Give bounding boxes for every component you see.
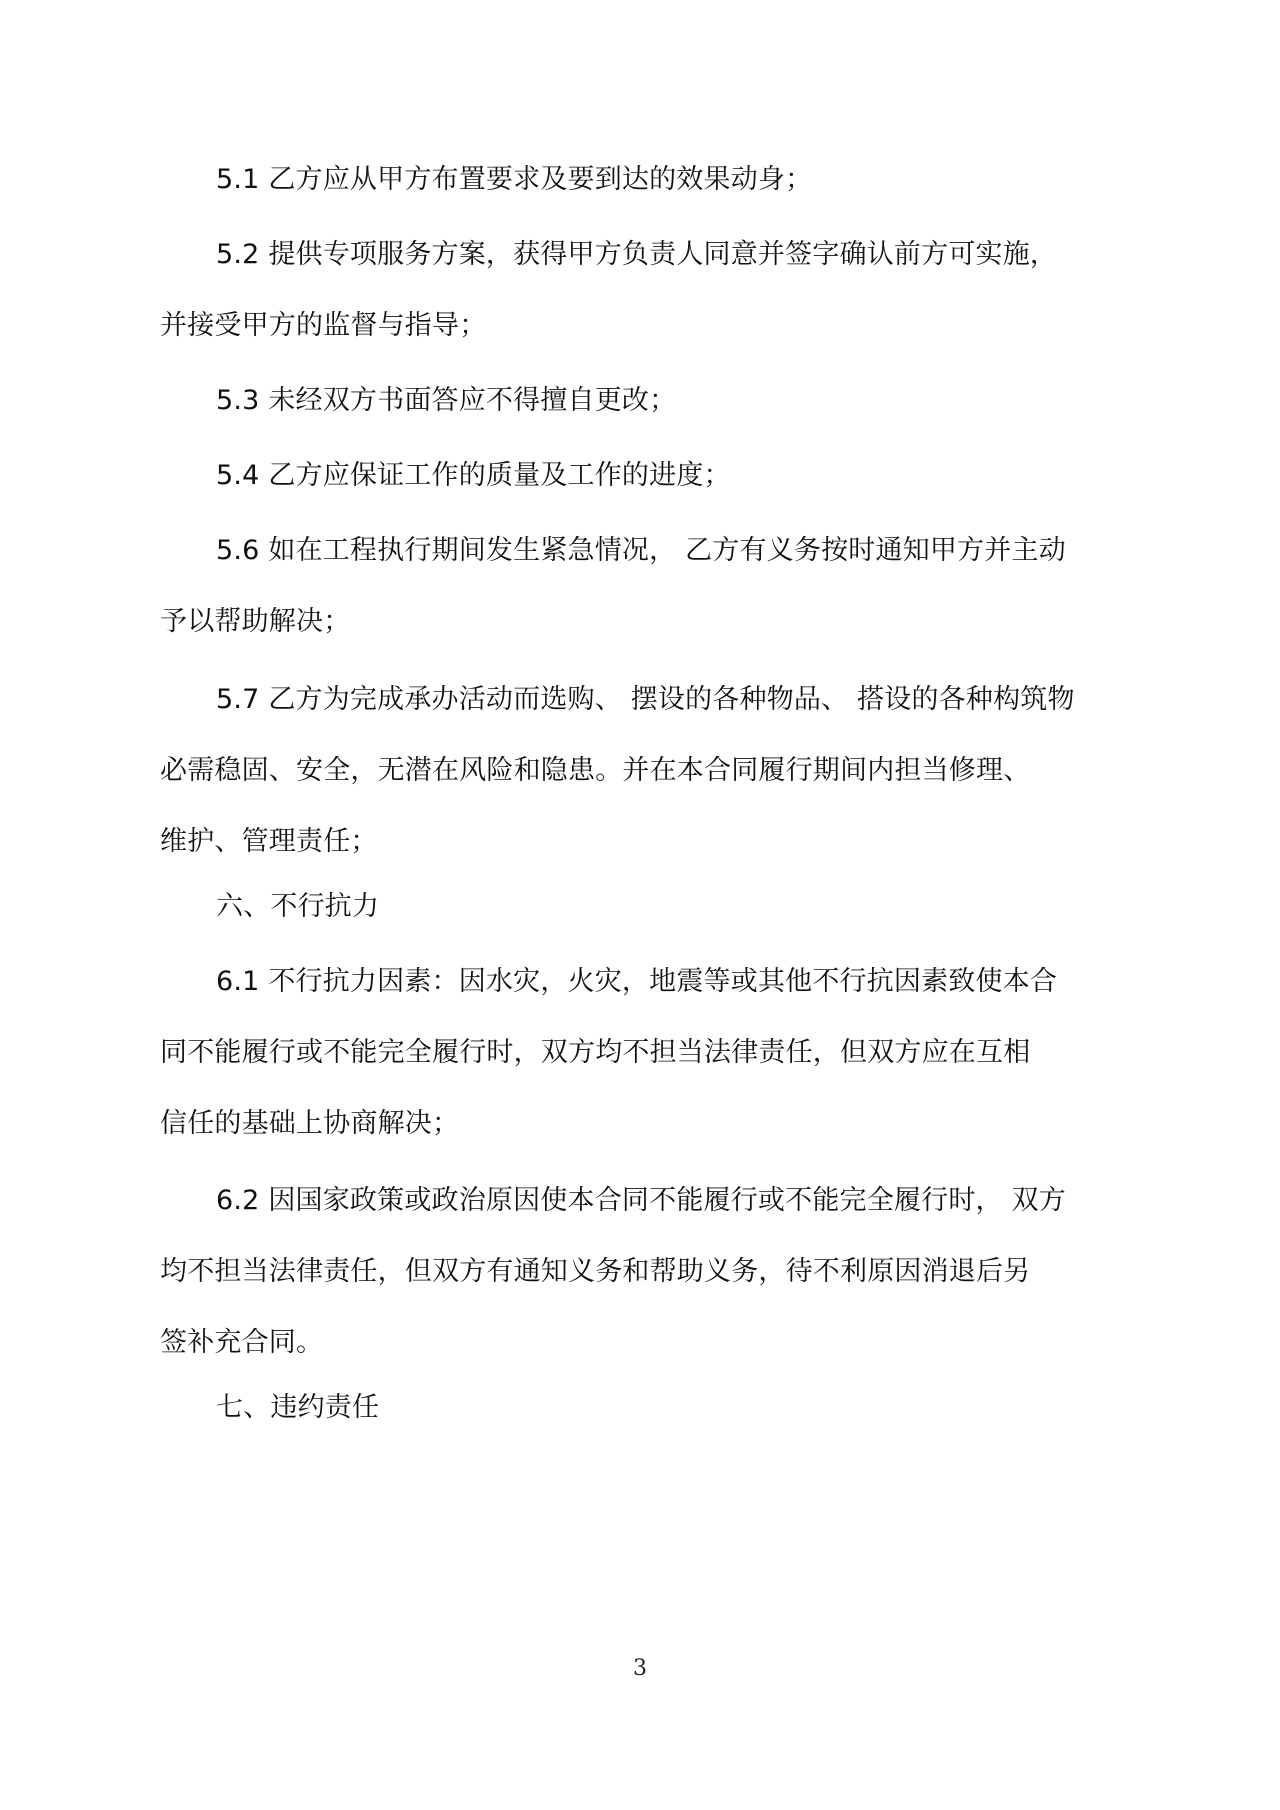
clause-6-2-line-3: 签补充合同。	[160, 1327, 324, 1358]
clause-6-2	[160, 1165, 1140, 1378]
clause-6-1-line-1: 6.1 不行抗力因素：因水灾，火灾，地震等或其他不行抗因素致使本合	[216, 966, 1058, 997]
clause-5-2-line-1: 5.2 提供专项服务方案，获得甲方负责人同意并签字确认前方可实施，	[216, 239, 1058, 270]
clause-6-1-line-3: 信任的基础上协商解决；	[160, 1108, 460, 1139]
section-6-heading-text: 六、不行抗力	[216, 891, 380, 922]
section-7-heading	[160, 1372, 1140, 1443]
clause-5-6-line-2: 予以帮助解决；	[160, 606, 351, 637]
clause-5-4-line-1: 5.4 乙方应保证工作的质量及工作的进度；	[216, 460, 731, 491]
clause-5-4	[160, 440, 1140, 511]
page-number: 3	[633, 1656, 647, 1681]
clause-6-2-line-2: 均不担当法律责任，但双方有通知义务和帮助义务，待不利原因消退后另	[160, 1256, 1031, 1287]
clause-5-1-line-1: 5.1 乙方应从甲方布置要求及要到达的效果动身；	[216, 164, 813, 195]
clause-5-2-line-2: 并接受甲方的监督与指导；	[160, 310, 487, 341]
clause-5-7-line-3: 维护、管理责任；	[160, 826, 378, 857]
clause-5-7-line-1: 5.7 乙方为完成承办活动而选购、 摆设的各种物品、 搭设的各种构筑物	[216, 684, 1075, 715]
clause-5-6	[160, 515, 1140, 657]
clause-5-7-line-2: 必需稳固、安全，无潜在风险和隐患。并在本合同履行期间内担当修理、	[160, 755, 1031, 786]
clause-5-6-line-1: 5.6 如在工程执行期间发生紧急情况， 乙方有义务按时通知甲方并主动	[216, 535, 1066, 566]
clause-6-2-line-1: 6.2 因国家政策或政治原因使本合同不能履行或不能完全履行时， 双方	[216, 1185, 1066, 1216]
clause-5-1	[160, 144, 1140, 215]
clause-5-2	[160, 219, 1140, 361]
section-6-heading	[160, 871, 1140, 942]
clause-6-1-line-2: 同不能履行或不能完全履行时，双方均不担当法律责任，但双方应在互相	[160, 1037, 1031, 1068]
clause-5-7	[160, 664, 1140, 877]
clause-5-3	[160, 365, 1140, 436]
clause-5-3-line-1: 5.3 未经双方书面答应不得擅自更改；	[216, 385, 677, 416]
section-7-heading-text: 七、违约责任	[216, 1392, 380, 1423]
clause-6-1	[160, 946, 1140, 1159]
